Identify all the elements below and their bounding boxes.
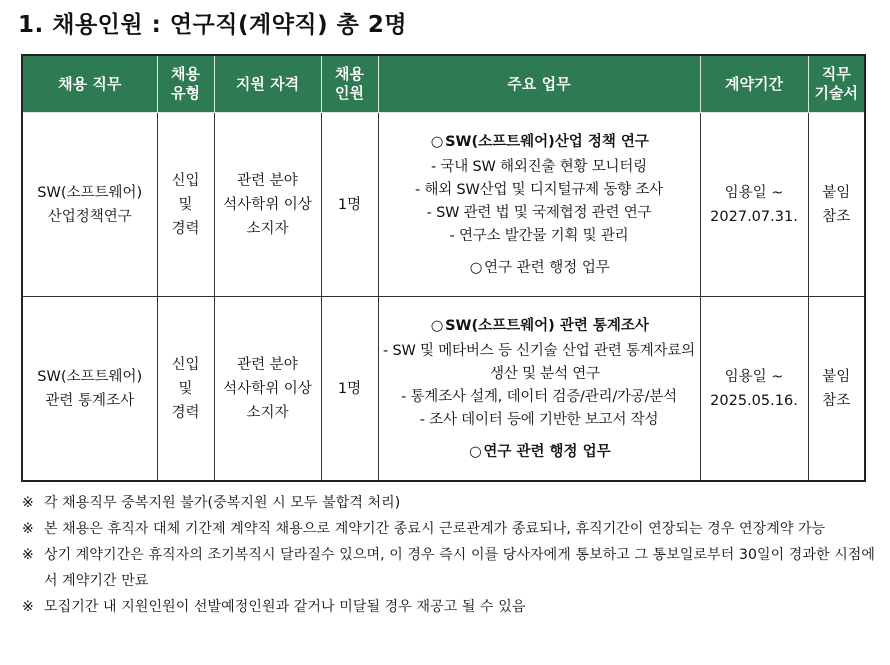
type-line-3: 경력 (171, 220, 200, 237)
cell-job-description (808, 297, 865, 482)
cell-qualification (214, 113, 321, 297)
reference-mark-icon: ※ (22, 547, 34, 563)
header-period: 계약기간 (700, 55, 808, 113)
job-line-2: 참조 (822, 392, 851, 409)
header-qualification: 지원 자격 (214, 55, 321, 113)
note-item (22, 594, 888, 620)
header-type (157, 55, 214, 113)
header-tasks: 주요 업무 (378, 55, 700, 113)
period-line-2: 2027.07.31. (710, 208, 798, 225)
type-line-1: 신입 (171, 172, 200, 189)
note-item (22, 490, 888, 516)
circle-bullet-icon: ○ (430, 317, 444, 334)
task-heading-text: SW(소프트웨어) 관련 통계조사 (445, 317, 649, 334)
task-heading (382, 314, 697, 338)
note-text: 본 채용은 휴직자 대체 기간제 계약직 채용으로 계약기간 종료시 근로관계가 종료되나, 휴직기간이 연장되는 경우 연장계약 가능 (44, 521, 826, 537)
table-header-row (22, 55, 865, 113)
cell-count: 1명 (321, 113, 378, 297)
type-line-2: 및 (178, 196, 193, 213)
qual-line-2: 석사학위 이상 (223, 196, 312, 213)
duty-line-2: 산업정책연구 (47, 208, 132, 225)
job-line-2: 참조 (822, 208, 851, 225)
note-text: 상기 계약기간은 휴직자의 조기복직시 달라질수 있으며, 이 경우 즉시 이를 당사자에게 통보하고 그 통보일로부터 30일이 경과한 시점에서 계약기간 만료 (44, 547, 876, 589)
duty-line-1: SW(소프트웨어) (37, 368, 143, 385)
cell-count: 1명 (321, 297, 378, 482)
reference-mark-icon: ※ (22, 495, 34, 511)
type-line-2: 및 (178, 380, 193, 397)
task-item: - 국내 SW 해외진출 현황 모니터링 (431, 158, 647, 175)
reference-mark-icon: ※ (22, 521, 34, 537)
task-item: - 해외 SW산업 및 디지털규제 동향 조사 (415, 181, 663, 198)
note-text: 각 채용직무 중복지원 불가(중복지원 시 모두 불합격 처리) (44, 495, 401, 511)
recruitment-table (21, 54, 866, 482)
task-item: - SW 및 메타버스 등 신기술 산업 관련 통계자료의 생산 및 분석 연구 (383, 342, 695, 382)
header-count-l1: 채용 (335, 65, 364, 83)
table-row (22, 113, 865, 297)
qual-line-2: 석사학위 이상 (223, 380, 312, 397)
cell-tasks (378, 297, 700, 482)
header-job-description (808, 55, 865, 113)
cell-duty (22, 113, 157, 297)
cell-period (700, 297, 808, 482)
qual-line-3: 소지자 (246, 220, 289, 237)
type-line-1: 신입 (171, 356, 200, 373)
qual-line-3: 소지자 (246, 404, 289, 421)
cell-tasks (378, 113, 700, 297)
notes-section (22, 490, 888, 620)
task-item: - SW 관련 법 및 국제협정 관련 연구 (426, 204, 652, 221)
table-row (22, 297, 865, 482)
task-heading (382, 130, 697, 154)
task-item: - 연구소 발간물 기획 및 관리 (449, 227, 629, 244)
header-job-l2: 기술서 (814, 84, 858, 102)
cell-period (700, 113, 808, 297)
task-footer-text: 연구 관련 행정 업무 (484, 259, 610, 276)
task-footer-text: 연구 관련 행정 업무 (483, 443, 611, 460)
task-heading-text: SW(소프트웨어)산업 정책 연구 (445, 133, 649, 150)
qual-line-1: 관련 분야 (237, 172, 298, 189)
task-footer (382, 256, 697, 280)
header-job-l1: 직무 (821, 65, 851, 83)
duty-line-2: 관련 통계조사 (45, 392, 135, 409)
task-item: - 조사 데이터 등에 기반한 보고서 작성 (419, 411, 659, 428)
job-line-1: 붙임 (822, 184, 851, 201)
cell-job-description (808, 113, 865, 297)
circle-bullet-icon: ○ (469, 259, 483, 276)
header-type-l2: 유형 (171, 84, 200, 102)
note-item (22, 516, 888, 542)
header-duty: 채용 직무 (22, 55, 157, 113)
period-line-1: 임용일 ~ (724, 184, 784, 201)
circle-bullet-icon: ○ (469, 443, 482, 460)
reference-mark-icon: ※ (22, 599, 34, 615)
qual-line-1: 관련 분야 (237, 356, 298, 373)
circle-bullet-icon: ○ (430, 133, 444, 150)
note-text: 모집기간 내 지원인원이 선발예정인원과 같거나 미달될 경우 재공고 될 수 있음 (44, 599, 526, 615)
cell-duty (22, 297, 157, 482)
period-line-1: 임용일 ~ (724, 368, 784, 385)
note-item (22, 542, 888, 594)
type-line-3: 경력 (171, 404, 200, 421)
cell-type (157, 297, 214, 482)
header-count (321, 55, 378, 113)
period-line-2: 2025.05.16. (710, 392, 798, 409)
task-item: - 통계조사 설계, 데이터 검증/관리/가공/분석 (401, 388, 677, 405)
page-title: 1. 채용인원 : 연구직(계약직) 총 2명 (18, 12, 408, 38)
header-type-l1: 채용 (171, 65, 200, 83)
cell-qualification (214, 297, 321, 482)
duty-line-1: SW(소프트웨어) (37, 184, 143, 201)
cell-type (157, 113, 214, 297)
job-line-1: 붙임 (822, 368, 851, 385)
header-count-l2: 인원 (335, 84, 364, 102)
task-footer (382, 440, 697, 464)
